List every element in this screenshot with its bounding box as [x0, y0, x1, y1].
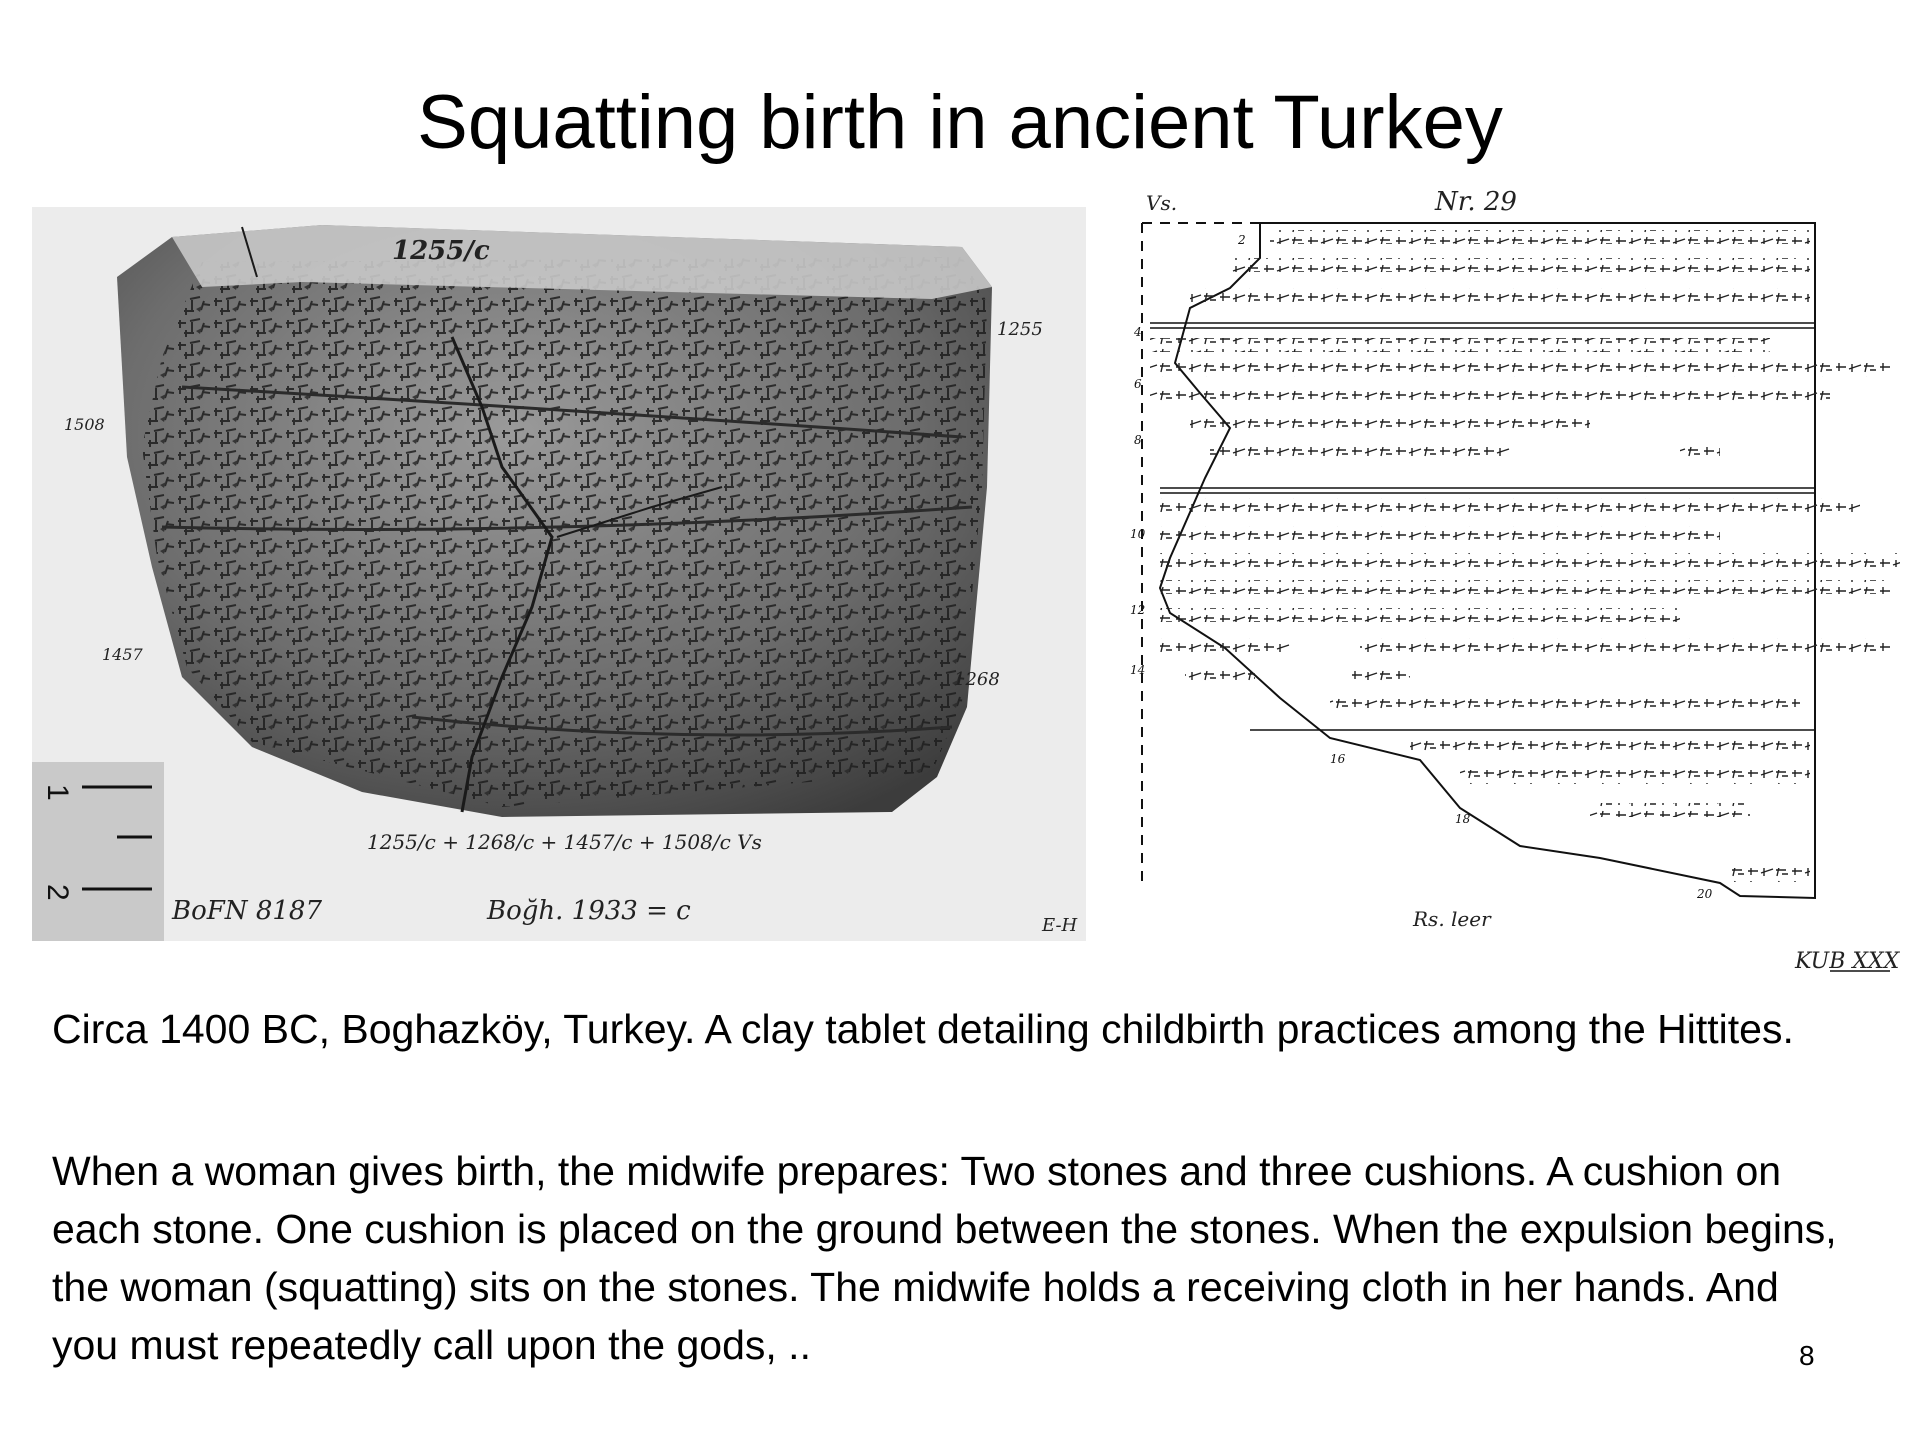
fragment-label-1457: 1457 — [102, 645, 143, 664]
line-number: 6 — [1134, 377, 1142, 391]
fragment-label-1255: 1255 — [997, 319, 1043, 340]
join-note: 1255/c + 1268/c + 1457/c + 1508/c Vs — [367, 830, 762, 854]
side-label: Vs. — [1146, 191, 1178, 215]
line-number: 14 — [1130, 663, 1146, 677]
scale-label-1: 1 — [41, 784, 74, 801]
line-number: 10 — [1130, 527, 1146, 541]
fragment-label-1508: 1508 — [64, 415, 105, 434]
excavation-note: Boğh. 1933 = c — [487, 896, 691, 926]
line-number: 20 — [1697, 887, 1713, 901]
caption-paragraph: Circa 1400 BC, Boghazköy, Turkey. A clay tablet detailing childbirth practices among the Hittites. — [52, 1006, 1794, 1052]
translation-paragraph: When a woman gives birth, the midwife prepares: Two stones and three cushions. A cushion on each stone. One cushion is placed on the ground between the stones. When the expulsion begins, the woman (squatting) sits on the stones. The midwife holds a receiving cloth in her hands. And you must repeatedly call upon the gods, .. — [52, 1148, 1837, 1368]
line-number: 8 — [1134, 433, 1142, 447]
fragment-label-top: 1255/c — [392, 236, 490, 266]
publication-reference: KUB XXX — [1795, 949, 1900, 974]
photographer-mark: E-H — [1042, 915, 1078, 936]
tablet-photograph — [32, 207, 1086, 941]
line-number: 18 — [1455, 812, 1471, 826]
photo-number: BoFN 8187 — [172, 896, 322, 926]
page-number: 8 — [1799, 1340, 1815, 1371]
line-number: 12 — [1130, 603, 1146, 617]
scale-bar — [32, 762, 164, 941]
fragment-label-1268: 1268 — [954, 669, 1000, 690]
cuneiform-signs — [142, 257, 987, 807]
reverse-note: Rs. leer — [1413, 907, 1491, 931]
tablet-hand-copy — [1130, 178, 1900, 978]
line-number: 16 — [1330, 752, 1346, 766]
slide-title: Squatting birth in ancient Turkey — [417, 80, 1503, 165]
line-number: 2 — [1238, 233, 1246, 247]
tablet-number: Nr. 29 — [1435, 187, 1517, 217]
line-number: 4 — [1134, 325, 1142, 339]
scale-label-2: 2 — [41, 884, 74, 901]
